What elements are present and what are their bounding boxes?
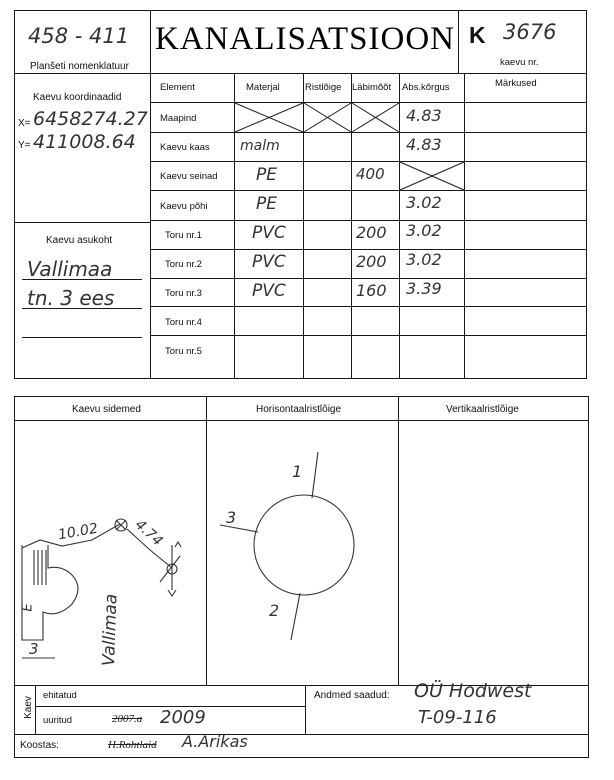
surveyed-label: uuritud — [43, 715, 73, 726]
composed-old-value: H.Rohtlaid — [108, 739, 157, 751]
row-material: malm — [240, 138, 280, 154]
row-diameter: 200 — [356, 252, 387, 271]
row-material: PE — [256, 165, 277, 185]
col-element: Element — [160, 82, 195, 93]
well-k-letter: K — [469, 22, 486, 48]
composed-value: A.Arikas — [182, 732, 248, 751]
coords-label: Kaevu koordinaadid — [33, 92, 122, 103]
x-coordinate: 6458274.27 — [33, 108, 148, 130]
distance-1: 10.02 — [56, 520, 100, 544]
row-element: Toru nr.5 — [165, 346, 202, 357]
well-number: 3676 — [503, 20, 557, 44]
col-material: Materjal — [246, 82, 280, 93]
row-material: PVC — [252, 223, 286, 243]
x-prefix: X= — [18, 118, 31, 129]
row-abs: 4.83 — [406, 106, 442, 125]
row-element: Kaevu seinad — [160, 171, 218, 182]
row-material: PE — [256, 194, 277, 214]
horizontal-section-sketch — [220, 452, 354, 640]
well-side-label: Kaev — [22, 696, 34, 719]
col-vertical-section: Vertikaalristlõige — [446, 404, 519, 415]
row-diameter: 160 — [356, 281, 387, 300]
col-well-connections: Kaevu sidemed — [72, 404, 141, 415]
map-code: 458 - 411 — [28, 24, 130, 48]
pipe-2-label: 2 — [269, 601, 280, 620]
surveyed-value: 2009 — [160, 707, 206, 728]
job-number: T-09-116 — [418, 707, 497, 728]
location-line2: tn. 3 ees — [27, 286, 115, 310]
row-abs: 3.02 — [406, 250, 442, 269]
well-number-label: kaevu nr. — [500, 57, 539, 68]
composed-label: Koostas: — [20, 740, 59, 751]
distance-2: 4.74 — [131, 516, 166, 550]
col-cross-section: Ristlõige — [305, 82, 342, 93]
row-element: Kaevu põhi — [160, 201, 208, 212]
row-abs: 3.02 — [406, 193, 442, 212]
row-material: PVC — [252, 281, 286, 301]
row-element: Kaevu kaas — [160, 142, 210, 153]
col-remarks: Märkused — [495, 78, 537, 89]
row-abs: 3.39 — [406, 279, 442, 298]
y-coordinate: 411008.64 — [33, 131, 136, 153]
page-title: KANALISATSIOON — [155, 21, 455, 57]
map-code-label: Planšeti nomenklatuur — [30, 61, 129, 72]
data-source-label: Andmed saadud: — [314, 690, 390, 701]
built-label: ehitatud — [43, 690, 77, 701]
building-label: E — [20, 603, 36, 612]
row-element: Toru nr.4 — [165, 317, 202, 328]
row-element: Toru nr.1 — [165, 230, 202, 241]
row-abs: 4.83 — [406, 135, 442, 154]
street-name-sketch: Vallimaa — [99, 593, 122, 667]
pipe-3-label: 3 — [226, 508, 237, 527]
row-material: PVC — [252, 252, 286, 272]
pipe-1-label: 1 — [292, 462, 303, 481]
location-line1: Vallimaa — [27, 257, 113, 281]
col-abs-height: Abs.kõrgus — [402, 82, 450, 93]
location-label: Kaevu asukoht — [46, 235, 113, 246]
col-diameter: Läbimõõt — [352, 82, 392, 93]
row-element: Toru nr.3 — [165, 288, 202, 299]
row-element: Toru nr.2 — [165, 259, 202, 270]
row-diameter: 400 — [356, 165, 385, 183]
data-source-company: OÜ Hodwest — [414, 680, 532, 702]
row-element: Maapind — [160, 113, 197, 124]
col-horizontal-section: Horisontaalristlõige — [256, 404, 342, 415]
building-number: 3 — [29, 640, 39, 658]
surveyed-old-value: 2007.a — [112, 713, 143, 725]
row-abs: 3.02 — [406, 221, 442, 240]
y-prefix: Y= — [18, 140, 31, 151]
row-diameter: 200 — [356, 223, 387, 242]
